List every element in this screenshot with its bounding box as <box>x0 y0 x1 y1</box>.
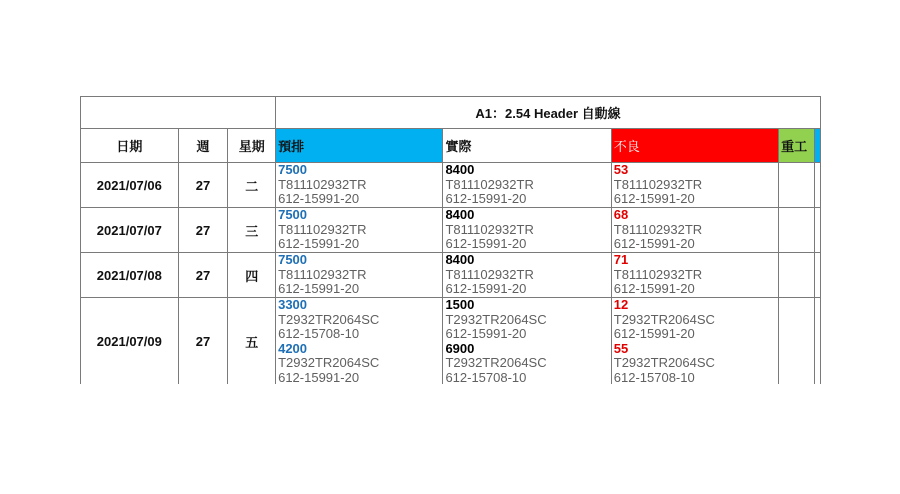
week-cell: 27 <box>178 253 228 298</box>
part-number: 612-15991-20 <box>613 236 695 251</box>
model-number: T811102932TR <box>278 266 367 282</box>
col-header-week: 週 <box>178 129 228 163</box>
weekday-cell: 四 <box>228 253 276 298</box>
overflow-cell <box>815 163 821 208</box>
defect-cell <box>611 208 778 253</box>
planned-cell <box>276 253 443 298</box>
production-table <box>80 96 821 384</box>
planned-cell <box>276 298 443 385</box>
date-cell: 2021/07/06 <box>81 163 179 208</box>
defect-qty: 12 <box>613 297 629 312</box>
column-header-row <box>81 129 821 163</box>
table-row <box>81 208 821 253</box>
actual-cell <box>443 208 611 253</box>
actual-cell <box>443 163 611 208</box>
model-number: T2932TR2064SC <box>613 311 715 327</box>
col-header-rework: 重工 <box>779 129 815 163</box>
defect-cell <box>611 163 778 208</box>
overflow-cell <box>815 253 821 298</box>
part-number: 612-15991-20 <box>613 326 695 341</box>
col-header-planned: 預排 <box>276 129 443 163</box>
part-number: 612-15708-10 <box>613 369 695 384</box>
weekday-cell: 二 <box>228 163 276 208</box>
actual-cell <box>443 298 611 385</box>
table-row <box>81 298 821 385</box>
model-number: T811102932TR <box>613 221 703 237</box>
sheet-title: A1：2.54 Header 自動線 <box>276 97 821 129</box>
part-number: 612-15991-20 <box>278 236 360 251</box>
table-row <box>81 253 821 298</box>
part-number: 612-15991-20 <box>445 191 527 206</box>
model-number: T811102932TR <box>278 176 367 192</box>
defect-cell <box>611 253 778 298</box>
defect-qty: 71 <box>613 252 629 267</box>
model-number: T811102932TR <box>278 221 367 237</box>
planned-qty: 7500 <box>278 207 308 222</box>
overflow-cell <box>815 208 821 253</box>
model-number: T811102932TR <box>445 266 534 282</box>
actual-qty: 8400 <box>445 162 475 177</box>
rework-cell <box>779 298 815 385</box>
actual-qty: 8400 <box>445 252 475 267</box>
weekday-cell: 五 <box>228 298 276 385</box>
part-number: 612-15991-20 <box>278 191 360 206</box>
planned-qty: 7500 <box>278 162 308 177</box>
model-number: T2932TR2064SC <box>445 355 547 370</box>
planned-qty: 4200 <box>278 340 308 356</box>
part-number: 612-15708-10 <box>445 369 527 384</box>
col-header-defect: 不良 <box>611 129 778 163</box>
rework-cell <box>779 163 815 208</box>
title-row <box>81 97 821 129</box>
model-number: T2932TR2064SC <box>613 355 715 370</box>
rework-cell <box>779 253 815 298</box>
planned-qty: 3300 <box>278 297 308 312</box>
planned-cell <box>276 163 443 208</box>
model-number: T811102932TR <box>445 176 534 192</box>
date-cell: 2021/07/09 <box>81 298 179 385</box>
model-number: T811102932TR <box>445 221 534 237</box>
part-number: 612-15708-10 <box>278 326 360 341</box>
actual-qty: 1500 <box>445 297 475 312</box>
defect-cell <box>611 298 778 385</box>
week-cell: 27 <box>178 163 228 208</box>
col-header-date: 日期 <box>81 129 179 163</box>
title-blank-cell <box>81 97 276 129</box>
actual-qty: 8400 <box>445 207 475 222</box>
date-cell: 2021/07/08 <box>81 253 179 298</box>
production-sheet <box>80 96 821 384</box>
defect-qty: 53 <box>613 162 629 177</box>
col-header-weekday: 星期 <box>228 129 276 163</box>
week-cell: 27 <box>178 208 228 253</box>
part-number: 612-15991-20 <box>278 281 360 296</box>
model-number: T2932TR2064SC <box>278 355 380 370</box>
model-number: T811102932TR <box>613 176 703 192</box>
actual-cell <box>443 253 611 298</box>
model-number: T811102932TR <box>613 266 703 282</box>
week-cell: 27 <box>178 298 228 385</box>
part-number: 612-15991-20 <box>278 369 360 384</box>
date-cell: 2021/07/07 <box>81 208 179 253</box>
actual-qty: 6900 <box>445 340 475 356</box>
planned-qty: 7500 <box>278 252 308 267</box>
col-header-actual: 實際 <box>443 129 611 163</box>
planned-cell <box>276 208 443 253</box>
defect-qty: 55 <box>613 340 629 356</box>
col-header-overflow <box>815 129 821 163</box>
rework-cell <box>779 208 815 253</box>
part-number: 612-15991-20 <box>445 281 527 296</box>
part-number: 612-15991-20 <box>445 326 527 341</box>
model-number: T2932TR2064SC <box>445 311 547 327</box>
overflow-cell <box>815 298 821 385</box>
part-number: 612-15991-20 <box>445 236 527 251</box>
weekday-cell: 三 <box>228 208 276 253</box>
table-row <box>81 163 821 208</box>
part-number: 612-15991-20 <box>613 281 695 296</box>
part-number: 612-15991-20 <box>613 191 695 206</box>
model-number: T2932TR2064SC <box>278 311 380 327</box>
defect-qty: 68 <box>613 207 629 222</box>
